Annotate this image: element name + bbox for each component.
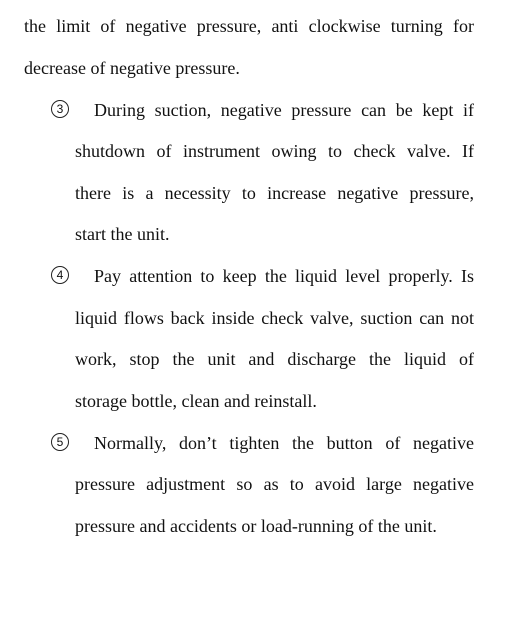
item-text-line: there is a necessity to increase negative pressure, bbox=[75, 183, 474, 203]
item-text-line: work, stop the unit and discharge the liquid of bbox=[75, 349, 474, 369]
circled-number-4: 4 bbox=[51, 266, 69, 284]
item-text-line: pressure adjustment so as to avoid large negative bbox=[75, 474, 474, 494]
item-text-line: storage bottle, clean and reinstall. bbox=[75, 391, 317, 411]
paragraph-line: decrease of negative pressure. bbox=[24, 58, 240, 78]
circled-number-3: 3 bbox=[51, 100, 69, 118]
paragraph-line: the limit of negative pressure, anti clockwise turning for bbox=[24, 16, 474, 36]
list-item-4 bbox=[51, 264, 474, 288]
item-text-line: Pay attention to keep the liquid level properly. Is bbox=[94, 266, 474, 286]
list-item-3 bbox=[51, 98, 474, 122]
item-text-line: liquid flows back inside check valve, suction can not bbox=[75, 308, 474, 328]
item-text-line: pressure and accidents or load-running of the unit. bbox=[75, 516, 437, 536]
circled-number-5: 5 bbox=[51, 433, 69, 451]
item-text-line: start the unit. bbox=[75, 224, 170, 244]
item-text-line: During suction, negative pressure can be kept if bbox=[94, 100, 474, 120]
item-text-line: Normally, don’t tighten the button of negative bbox=[94, 433, 474, 453]
item-text-line: shutdown of instrument owing to check valve. If bbox=[75, 141, 474, 161]
list-item-5 bbox=[51, 431, 474, 455]
